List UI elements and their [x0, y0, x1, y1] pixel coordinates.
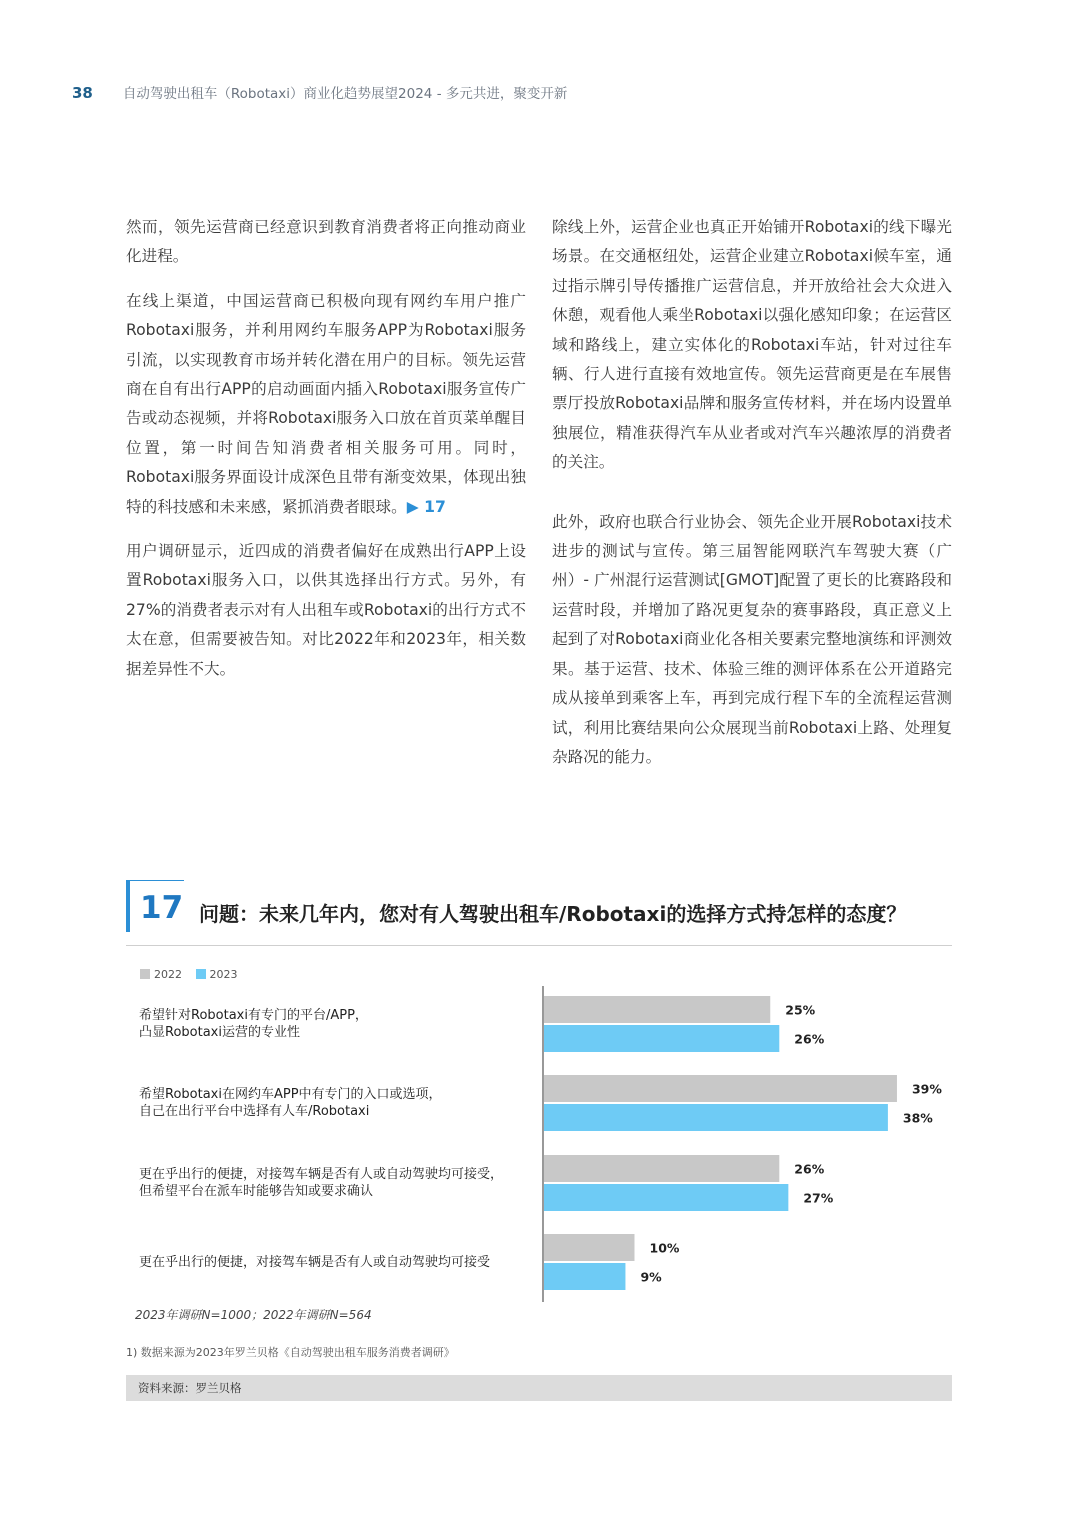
data-label-2023-cat-3: 27%: [803, 1190, 834, 1206]
figure-reference-link[interactable]: ▶ 17: [406, 497, 446, 516]
right-paragraph-2: 此外，政府也联合行业协会、领先企业开展Robotaxi技术进步的测试与宣传。第三届智能网联汽车驾驶大赛（广州）- 广州混行运营测试[GMOT]配置了更长的比赛路段和运营时段，并增加了路况更复杂的赛事路段，真正意义上起到了对Robotaxi商业化各相关要素完整地演练和评测效果。基于运营、技术、体验三维的测评体系在公开道路完成从接单到乘客上车，再到完成行程下车的全流程运营测试，利用比赛结果向公众展现当前Robotaxi上路、处理复杂路况的能力。: [552, 512, 952, 766]
data-label-2023-cat-1: 26%: [794, 1031, 825, 1047]
left-paragraph-3: 用户调研显示，近四成的消费者偏好在成熟出行APP上设置Robotaxi服务入口，以供其选择出行方式。另外，有27%的消费者表示对有人出租车或Robotaxi的出行方式不太在意，但需要被告知。对比2022年和2023年，相关数据差异性不大。: [126, 542, 526, 678]
bar-2023-cat-4: [544, 1263, 625, 1290]
category-label-3-line-2: 但希望平台在派车时能够告知或要求确认: [139, 1184, 374, 1199]
report-title: 自动驾驶出租车（Robotaxi）商业化趋势展望2024 - 多元共进，聚变开新: [122, 86, 568, 102]
data-label-2022-cat-3: 26%: [794, 1161, 825, 1177]
category-label-3-line-1: 更在乎出行的便捷，对接驾车辆是否有人或自动驾驶均可接受，: [139, 1167, 504, 1182]
chart-number: 17: [140, 890, 184, 926]
page-number: 38: [72, 84, 93, 102]
sample-size-note: 2023年调研N=1000；2022年调研N=564: [135, 1308, 372, 1322]
category-label-1-line-1: 希望针对Robotaxi有专门的平台/APP，: [139, 1008, 368, 1023]
chart-title: 问题：未来几年内，您对有人驾驶出租车/Robotaxi的选择方式持怎样的态度？: [199, 902, 907, 926]
bar-2022-cat-3: [544, 1155, 779, 1182]
legend-label-2023: 2023: [209, 968, 238, 981]
bar-2022-cat-1: [544, 996, 770, 1023]
data-label-2022-cat-1: 25%: [785, 1002, 816, 1018]
data-label-2023-cat-4: 9%: [640, 1269, 662, 1285]
data-label-2023-cat-2: 38%: [902, 1110, 933, 1126]
footnote: 1) 数据来源为2023年罗兰贝格《自动驾驶出租车服务消费者调研》: [126, 1346, 455, 1359]
category-label-1-line-2: 凸显Robotaxi运营的专业性: [139, 1025, 300, 1040]
left-paragraph-2-text: 在线上渠道，中国运营商已积极向现有网约车用户推广Robotaxi服务，并利用网约车服务APP为Robotaxi服务引流，以实现教育市场并转化潜在用户的目标。领先运营商在自有出行APP的启动画面内插入Robotaxi服务宣传广告或动态视频，并将Robotaxi服务入口放在首页菜单醒目位置，第一时间告知消费者相关服务可用。同时，Robotaxi服务界面设计成深色且带有渐变效果，体现出独特的科技感和未来感，紧抓消费者眼球。: [126, 291, 526, 516]
bar-2023-cat-2: [544, 1104, 888, 1131]
legend-label-2022: 2022: [154, 968, 182, 981]
category-label-2-line-2: 自己在出行平台中选择有人车/Robotaxi: [139, 1104, 370, 1119]
source-bar: 资料来源：罗兰贝格: [126, 1375, 952, 1401]
bar-2022-cat-2: [544, 1075, 897, 1102]
bar-2022-cat-4: [544, 1234, 635, 1261]
bar-2023-cat-1: [544, 1025, 779, 1052]
right-paragraph-1: 除线上外，运营企业也真正开始铺开Robotaxi的线下曝光场景。在交通枢纽处，运营企业建立Robotaxi候车室，通过指示牌引导传播推广运营信息，并开放给社会大众进入休憩，观看他人乘坐Robotaxi以强化感知印象；在运营区域和路线上，建立实体化的Robotaxi车站，针对过往车辆、行人进行直接有效地宣传。领先运营商更是在车展售票厅投放Robotaxi品牌和服务宣传材料，并在场内设置单独展位，精准获得汽车从业者或对汽车兴趣浓厚的消费者的关注。: [552, 218, 952, 472]
left-paragraph-1: 然而，领先运营商已经意识到教育消费者将正向推动商业化进程。: [126, 218, 526, 266]
category-label-4-line-1: 更在乎出行的便捷，对接驾车辆是否有人或自动驾驶均可接受: [139, 1255, 491, 1270]
bar-2023-cat-3: [544, 1184, 788, 1211]
data-label-2022-cat-2: 39%: [911, 1081, 942, 1097]
data-label-2022-cat-4: 10%: [649, 1240, 680, 1256]
category-label-2-line-1: 希望Robotaxi在网约车APP中有专门的入口或选项，: [139, 1087, 442, 1102]
